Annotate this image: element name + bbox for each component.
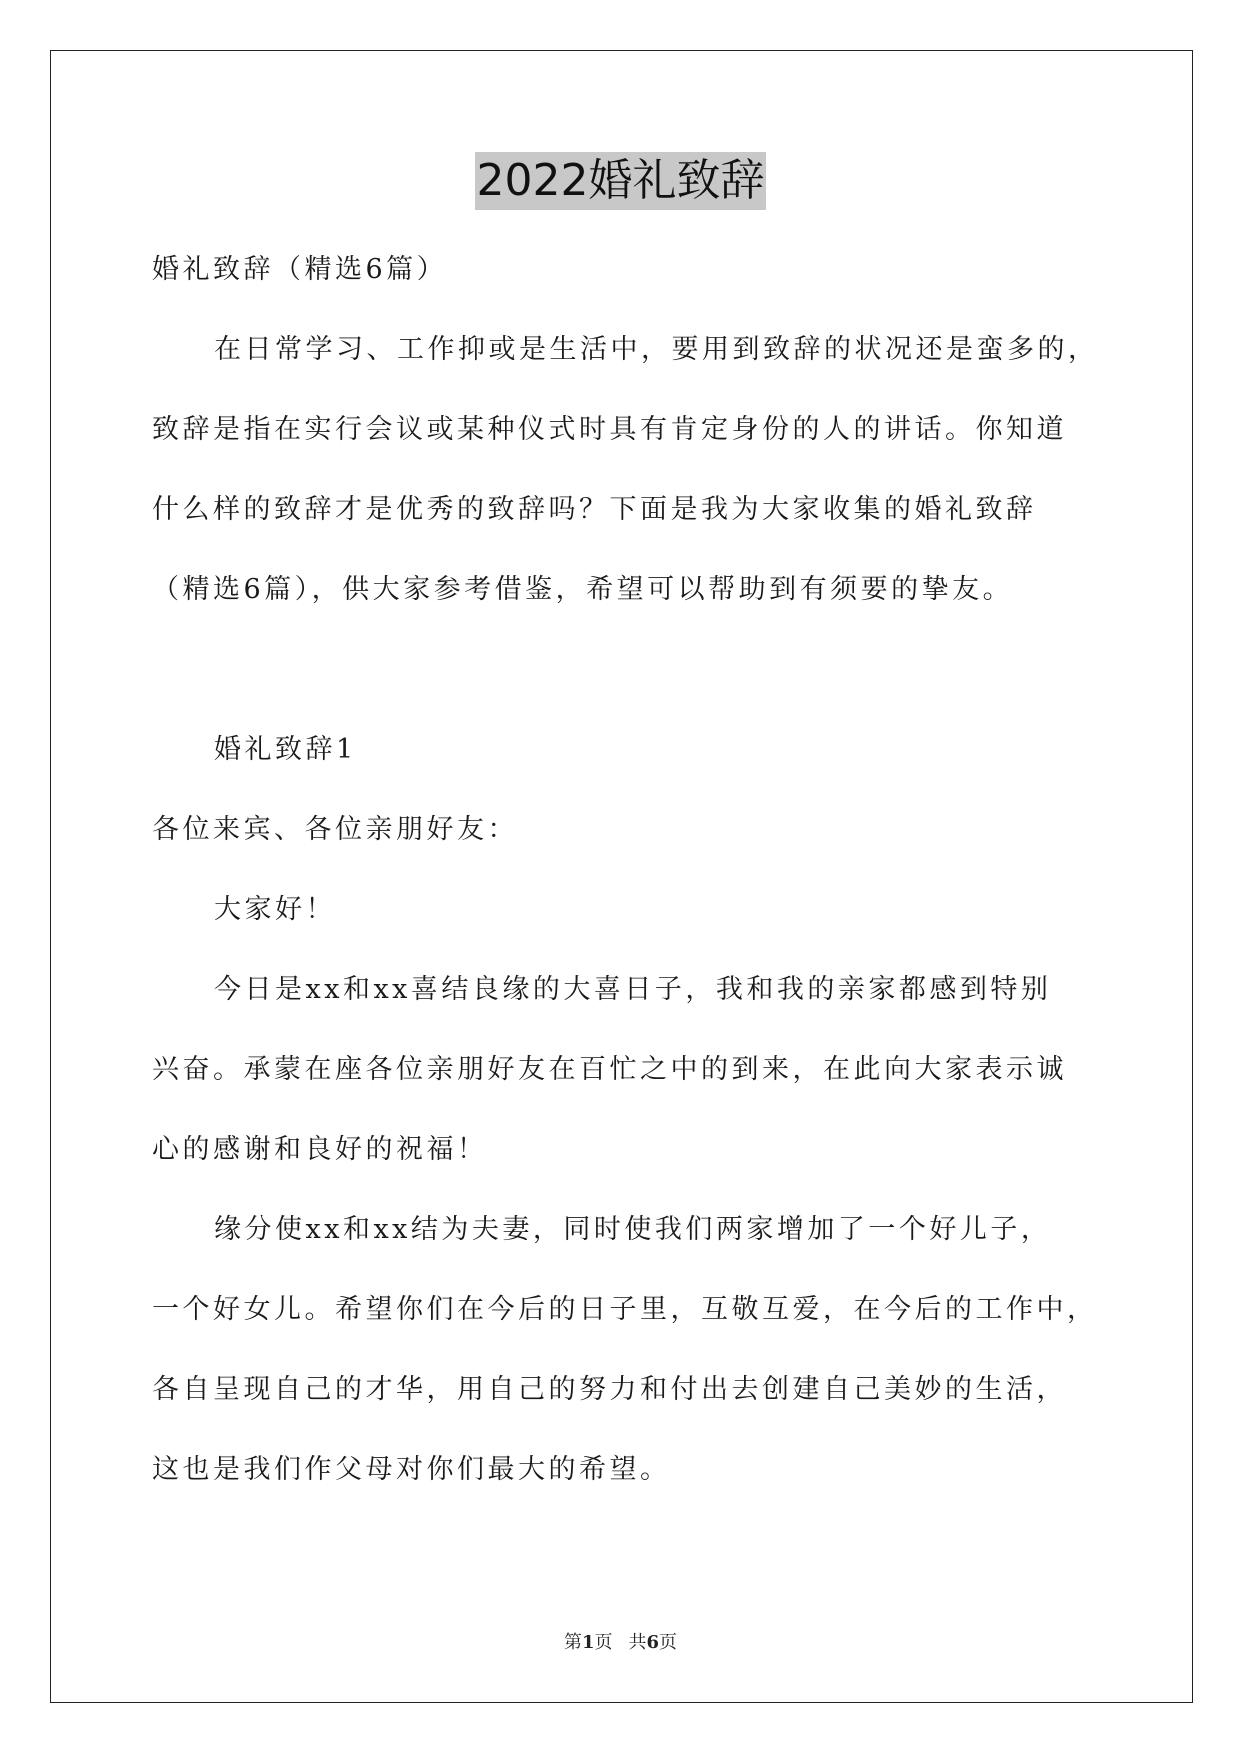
page-footer — [0, 1628, 1241, 1654]
page-current: 1 — [581, 1632, 595, 1653]
paragraph-line: （精选6篇），供大家参考借鉴，希望可以帮助到有须要的挚友。 — [152, 574, 1014, 605]
paragraph-line: 一个好女儿。希望你们在今后的日子里，互敬互爱，在今后的工作中， — [152, 1294, 1098, 1325]
paragraph-line: 各自呈现自己的才华，用自己的努力和付出去创建自己美妙的生活， — [152, 1374, 1067, 1405]
intro-heading: 婚礼致辞（精选6篇） — [152, 254, 448, 285]
paragraph-line: 今日是xx和xx喜结良缘的大喜日子，我和我的亲家都感到特别 — [214, 974, 1052, 1005]
paragraph-line: 心的感谢和良好的祝福！ — [152, 1134, 488, 1165]
total-unit: 页 — [659, 1632, 678, 1653]
paragraph-line: 兴奋。承蒙在座各位亲朋好友在百忙之中的到来，在此向大家表示诚 — [152, 1054, 1067, 1085]
paragraph-line: 在日常学习、工作抑或是生活中，要用到致辞的状况还是蛮多的， — [214, 334, 1099, 365]
document-body — [152, 230, 1112, 1510]
greeting: 大家好！ — [214, 894, 336, 925]
spacer — [152, 630, 1112, 710]
paragraph-line: 致辞是指在实行会议或某种仪式时具有肯定身份的人的讲话。你知道 — [152, 414, 1067, 445]
document-title: 2022婚礼致辞 — [475, 152, 767, 210]
paragraph-line: 缘分使xx和xx结为夫妻，同时使我们两家增加了一个好儿子， — [214, 1214, 1052, 1245]
total-prefix: 共 — [628, 1632, 647, 1653]
section-heading: 婚礼致辞1 — [214, 734, 357, 765]
page-prefix: 第 — [563, 1632, 582, 1653]
page-unit: 页 — [594, 1632, 613, 1653]
paragraph-line: 这也是我们作父母对你们最大的希望。 — [152, 1454, 671, 1485]
page-total: 6 — [646, 1632, 660, 1653]
salutation: 各位来宾、各位亲朋好友： — [152, 814, 518, 845]
paragraph-line: 什么样的致辞才是优秀的致辞吗？下面是我为大家收集的婚礼致辞 — [152, 494, 1037, 525]
title-container — [0, 152, 1241, 210]
